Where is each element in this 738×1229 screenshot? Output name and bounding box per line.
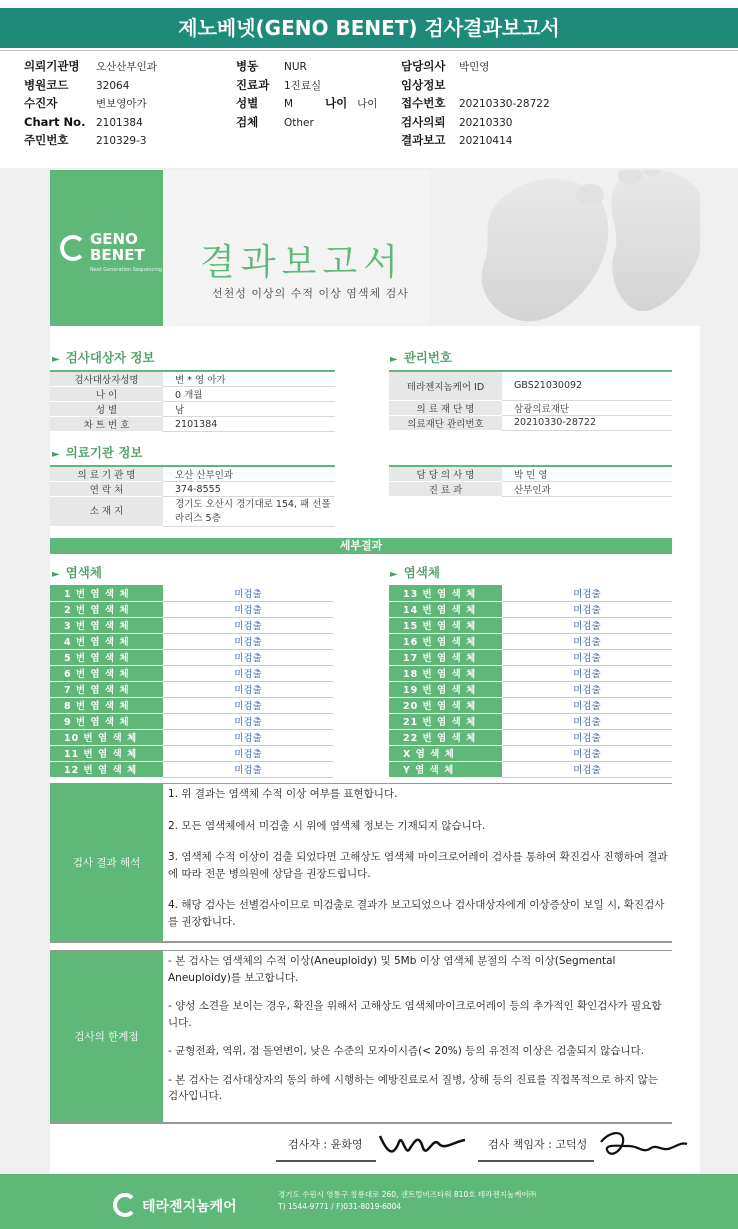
age-key: 나이 — [325, 96, 348, 110]
header-key: 성별 — [236, 96, 259, 110]
header-row — [236, 113, 377, 132]
chromosome-name: 21 번 염 색 체 — [389, 713, 502, 729]
info-value: 경기도 오산시 경기대로 154, 패 선폴라리스 5층 — [163, 497, 335, 527]
chromosome-table-left — [50, 585, 333, 778]
chromosome-result: 미검출 — [163, 729, 333, 745]
chromosome-row — [389, 585, 672, 601]
manager-label: 검사 책임자 : 고덕성 — [488, 1138, 588, 1151]
info-row — [389, 482, 672, 497]
limitations-label: 검사의 한계점 — [50, 951, 163, 1122]
chromosome-name: 20 번 염 색 체 — [389, 697, 502, 713]
subject-section-heading: ► 검사대상자 정보 — [52, 350, 155, 365]
chromosome-name: X 염 색 체 — [389, 745, 502, 761]
header-value: 20210414 — [459, 135, 513, 147]
info-row — [50, 402, 335, 417]
chromosome-heading-right: ► 염색체 — [390, 565, 440, 580]
info-key: 담 당 의 사 명 — [389, 467, 502, 482]
chromosome-row — [389, 681, 672, 697]
note-paragraph: - 본 검사는 검사대상자의 동의 하에 시행하는 예방진료로서 질병, 상해 등의 진료를 직접목적으로 하지 않는 검사입니다. — [168, 1073, 659, 1102]
examiner-label: 검사자 : 윤화영 — [288, 1138, 363, 1151]
info-row — [389, 400, 672, 415]
chromosome-result: 미검출 — [163, 585, 333, 601]
banner-subtitle: 선천성 이상의 수적 이상 염색체 검사 — [212, 287, 409, 300]
baby-feet-image — [430, 170, 700, 326]
chromosome-row — [389, 617, 672, 633]
chromosome-row — [50, 729, 333, 745]
chromosome-row — [50, 601, 333, 617]
header-value: 20210330 — [459, 116, 513, 129]
chromosome-result: 미검출 — [502, 665, 672, 681]
header-key: 결과보고 — [401, 133, 446, 147]
address-line: 경기도 수원시 영통구 창룡대로 260, 센트럴비즈타워 810호 테라젠지놈케어㈜ — [278, 1190, 537, 1199]
chromosome-result: 미검출 — [163, 745, 333, 761]
header-row — [401, 131, 550, 150]
header-row — [401, 76, 550, 95]
info-key: 성 별 — [50, 402, 163, 417]
report-title: 제노베넷(GENO BENET) 검사결과보고서 — [0, 8, 738, 48]
header-key: 검체 — [236, 114, 259, 129]
info-row — [50, 372, 335, 387]
header-value: 32064 — [96, 79, 130, 92]
chromosome-name: 5 번 염 색 체 — [50, 649, 163, 665]
chromosome-result: 미검출 — [163, 713, 333, 729]
chromosome-result: 미검출 — [163, 649, 333, 665]
header-col-3 — [401, 57, 550, 150]
info-value: GBS21030092 — [502, 372, 672, 400]
chromosome-name: 6 번 염 색 체 — [50, 665, 163, 681]
institution-doctor-table — [389, 467, 672, 497]
limitations-text — [163, 951, 672, 1117]
info-key: 검사대상자성명 — [50, 372, 163, 387]
chromosome-result: 미검출 — [163, 665, 333, 681]
header-value: 박민영 — [459, 61, 490, 73]
note-paragraph: - 본 검사는 염색체의 수적 이상(Aneuploidy) 및 5Mb 이상 염색체 분절의 수적 이상(Segmental Aneuploidy)를 보고합니다. — [168, 955, 616, 984]
info-row — [389, 415, 672, 430]
header-value: 오산산부인과 — [96, 61, 157, 73]
examiner-signature — [375, 1124, 470, 1164]
chromosome-result: 미검출 — [502, 617, 672, 633]
chromosome-name: 18 번 염 색 체 — [389, 665, 502, 681]
chromosome-result: 미검출 — [502, 697, 672, 713]
info-row — [389, 372, 672, 400]
note-paragraph: - 균형전좌, 역위, 점 돌연변이, 낮은 수준의 모자이시즘(< 20%) 등의 유전적 이상은 검출되지 않습니다. — [168, 1045, 645, 1057]
info-value: 삼광의료재단 — [502, 400, 672, 415]
chromosome-name: 11 번 염 색 체 — [50, 745, 163, 761]
info-key: 소 재 지 — [50, 497, 163, 527]
chromosome-name: 15 번 염 색 체 — [389, 617, 502, 633]
header-key: 주민번호 — [24, 133, 69, 147]
footer — [0, 1174, 738, 1229]
header-value: 20210330-28722 — [459, 98, 550, 110]
chromosome-name: 13 번 염 색 체 — [389, 585, 502, 601]
header-row — [236, 57, 377, 76]
manage-table — [389, 372, 672, 431]
info-key: 연 락 처 — [50, 482, 163, 497]
header-row — [24, 113, 157, 132]
header-key: 진료과 — [236, 77, 270, 92]
chromosome-name: Y 염 색 체 — [389, 761, 502, 777]
info-value: 374-8555 — [163, 482, 335, 497]
header-row — [24, 131, 157, 150]
chromosome-result: 미검출 — [163, 617, 333, 633]
chromosome-result: 미검출 — [163, 681, 333, 697]
header-value: Other — [284, 116, 314, 129]
note-paragraph: - 양성 소견을 보이는 경우, 확진을 위해서 고해상도 염색체마이크로어레이 등의 추가적인 확인검사가 필요합니다. — [168, 1000, 662, 1029]
chromosome-row — [50, 681, 333, 697]
chromosome-row — [389, 713, 672, 729]
info-row — [50, 497, 335, 527]
arrow-icon: ► — [52, 569, 60, 580]
chromosome-row — [50, 665, 333, 681]
info-key: 의료재단 관리번호 — [389, 415, 502, 430]
chromosome-name: 9 번 염 색 체 — [50, 713, 163, 729]
header-row — [24, 57, 157, 76]
info-value: 산부인과 — [502, 482, 672, 497]
info-row — [50, 417, 335, 432]
info-value: 변 * 영 아가 — [163, 372, 335, 387]
chromosome-row — [389, 649, 672, 665]
arrow-icon: ► — [52, 354, 60, 365]
chromosome-result: 미검출 — [163, 633, 333, 649]
subject-table — [50, 372, 335, 432]
info-key: 진 료 과 — [389, 482, 502, 497]
logo-mark-icon — [60, 235, 86, 261]
report-header — [0, 50, 738, 166]
chromosome-row — [389, 601, 672, 617]
chromosome-name: 22 번 염 색 체 — [389, 729, 502, 745]
note-paragraph: 1. 위 결과는 염색체 수적 이상 여부를 표현합니다. — [168, 788, 398, 800]
signature-line — [478, 1160, 594, 1162]
header-col-1 — [24, 57, 157, 150]
info-row — [50, 482, 335, 497]
chromosome-result: 미검출 — [163, 761, 333, 777]
interpretation-label: 검사 결과 해석 — [50, 784, 163, 941]
detail-results-bar: 세부결과 — [50, 538, 672, 554]
header-col-2 — [236, 57, 377, 131]
chromosome-row — [50, 697, 333, 713]
chromosome-result: 미검출 — [502, 633, 672, 649]
chromosome-result: 미검출 — [502, 601, 672, 617]
header-key: 임상정보 — [401, 77, 446, 92]
chromosome-name: 14 번 염 색 체 — [389, 601, 502, 617]
chromosome-row — [50, 633, 333, 649]
chromosome-result: 미검출 — [502, 729, 672, 745]
chromosome-name: 12 번 염 색 체 — [50, 761, 163, 777]
logo-text-2: BENET — [90, 246, 145, 264]
chromosome-name: 2 번 염 색 체 — [50, 601, 163, 617]
info-value: 2101384 — [163, 417, 335, 432]
manage-section-heading: ► 관리번호 — [390, 350, 453, 365]
header-key: 수진자 — [24, 96, 58, 110]
banner-title: 결과보고서 — [200, 242, 404, 283]
note-paragraph: 4. 해당 검사는 선별검사이므로 미검출로 결과가 보고되었으나 검사대상자에게 이상증상이 보일 시, 확진검사를 권장합니다. — [168, 899, 665, 928]
header-value: 1진료실 — [284, 79, 322, 92]
chromosome-row — [50, 745, 333, 761]
info-value: 남 — [163, 402, 335, 417]
chromosome-name: 16 번 염 색 체 — [389, 633, 502, 649]
chromosome-row — [50, 585, 333, 601]
header-key: 병원코드 — [24, 77, 69, 92]
note-paragraph: 2. 모든 염색체에서 미검출 시 위에 염색체 정보는 기재되지 않습니다. — [168, 819, 486, 832]
header-value: 210329-3 — [96, 135, 147, 147]
chromosome-result: 미검출 — [502, 745, 672, 761]
header-value: M — [284, 98, 294, 110]
chromosome-name: 3 번 염 색 체 — [50, 617, 163, 633]
info-value: 0 개월 — [163, 387, 335, 402]
chromosome-row — [50, 761, 333, 777]
header-row — [401, 113, 550, 132]
chromosome-name: 19 번 염 색 체 — [389, 681, 502, 697]
chromosome-row — [50, 649, 333, 665]
info-row — [50, 387, 335, 402]
info-key: 나 이 — [50, 387, 163, 402]
header-row — [24, 94, 157, 113]
chromosome-result: 미검출 — [502, 649, 672, 665]
header-key: 담당의사 — [401, 59, 446, 73]
chromosome-table-right — [389, 585, 672, 778]
note-paragraph: 3. 염색체 수적 이상이 검출 되었다면 고해상도 염색체 마이크로어레이 검사를 통하여 확진검사 진행하여 결과에 따라 전문 병의원에 상담을 권장드립니다. — [168, 851, 668, 880]
chromosome-result: 미검출 — [163, 601, 333, 617]
company-address — [278, 1189, 536, 1213]
report-banner — [50, 170, 700, 326]
info-key: 의 료 기 관 명 — [50, 467, 163, 482]
arrow-icon: ► — [390, 569, 398, 580]
chromosome-result: 미검출 — [502, 681, 672, 697]
info-row — [50, 467, 335, 482]
header-key: Chart No. — [24, 114, 86, 129]
info-key: 테라젠지놈케어 ID — [389, 372, 502, 400]
header-key: 병동 — [236, 59, 259, 73]
chromosome-row — [389, 745, 672, 761]
info-value: 박 민 영 — [502, 467, 672, 482]
chromosome-row — [389, 633, 672, 649]
limitations-box — [50, 950, 672, 1124]
signature-line — [276, 1160, 376, 1162]
chromosome-name: 1 번 염 색 체 — [50, 585, 163, 601]
info-row — [389, 467, 672, 482]
chromosome-row — [389, 761, 672, 777]
arrow-icon: ► — [52, 449, 60, 460]
info-key: 차 트 번 호 — [50, 417, 163, 432]
phone-line: T) 1544-9771 / F)031-8019-6004 — [278, 1202, 402, 1211]
chromosome-name: 7 번 염 색 체 — [50, 681, 163, 697]
chromosome-row — [50, 713, 333, 729]
chromosome-result: 미검출 — [502, 761, 672, 777]
header-key: 접수번호 — [401, 96, 446, 110]
company-name: 테라젠지놈케어 — [142, 1199, 237, 1215]
chromosome-result: 미검출 — [502, 713, 672, 729]
info-key: 의 료 재 단 명 — [389, 400, 502, 415]
info-value: 오산 산부인과 — [163, 467, 335, 482]
company-logo-icon — [113, 1193, 137, 1217]
chromosome-name: 4 번 염 색 체 — [50, 633, 163, 649]
geno-benet-logo — [50, 170, 163, 326]
chromosome-name: 10 번 염 색 체 — [50, 729, 163, 745]
chromosome-heading-left: ► 염색체 — [52, 565, 102, 580]
logo-text-1: GENO — [90, 230, 138, 248]
header-value: NUR — [284, 61, 307, 73]
header-value: 2101384 — [96, 116, 143, 129]
interpretation-text — [163, 784, 672, 945]
header-row — [401, 57, 550, 76]
header-value: 변보영아가 — [96, 98, 147, 110]
info-value: 20210330-28722 — [502, 415, 672, 430]
chromosome-row — [389, 697, 672, 713]
chromosome-row — [389, 665, 672, 681]
header-key: 검사의뢰 — [401, 114, 446, 129]
logo-tagline: Next Generation Sequencing — [90, 267, 163, 273]
arrow-icon: ► — [390, 354, 398, 365]
header-row — [24, 76, 157, 95]
header-row — [236, 94, 377, 113]
institution-table — [50, 467, 335, 527]
header-row — [236, 76, 377, 95]
chromosome-name: 17 번 염 색 체 — [389, 649, 502, 665]
age-value: 나이 — [357, 98, 378, 110]
header-row — [401, 94, 550, 113]
institution-section-heading: ► 의료기관 정보 — [52, 445, 143, 460]
chromosome-result: 미검출 — [163, 697, 333, 713]
header-key: 의뢰기관명 — [24, 59, 80, 73]
manager-signature — [595, 1126, 690, 1166]
interpretation-box — [50, 783, 672, 943]
chromosome-name: 8 번 염 색 체 — [50, 697, 163, 713]
chromosome-result: 미검출 — [502, 585, 672, 601]
chromosome-row — [50, 617, 333, 633]
chromosome-row — [389, 729, 672, 745]
